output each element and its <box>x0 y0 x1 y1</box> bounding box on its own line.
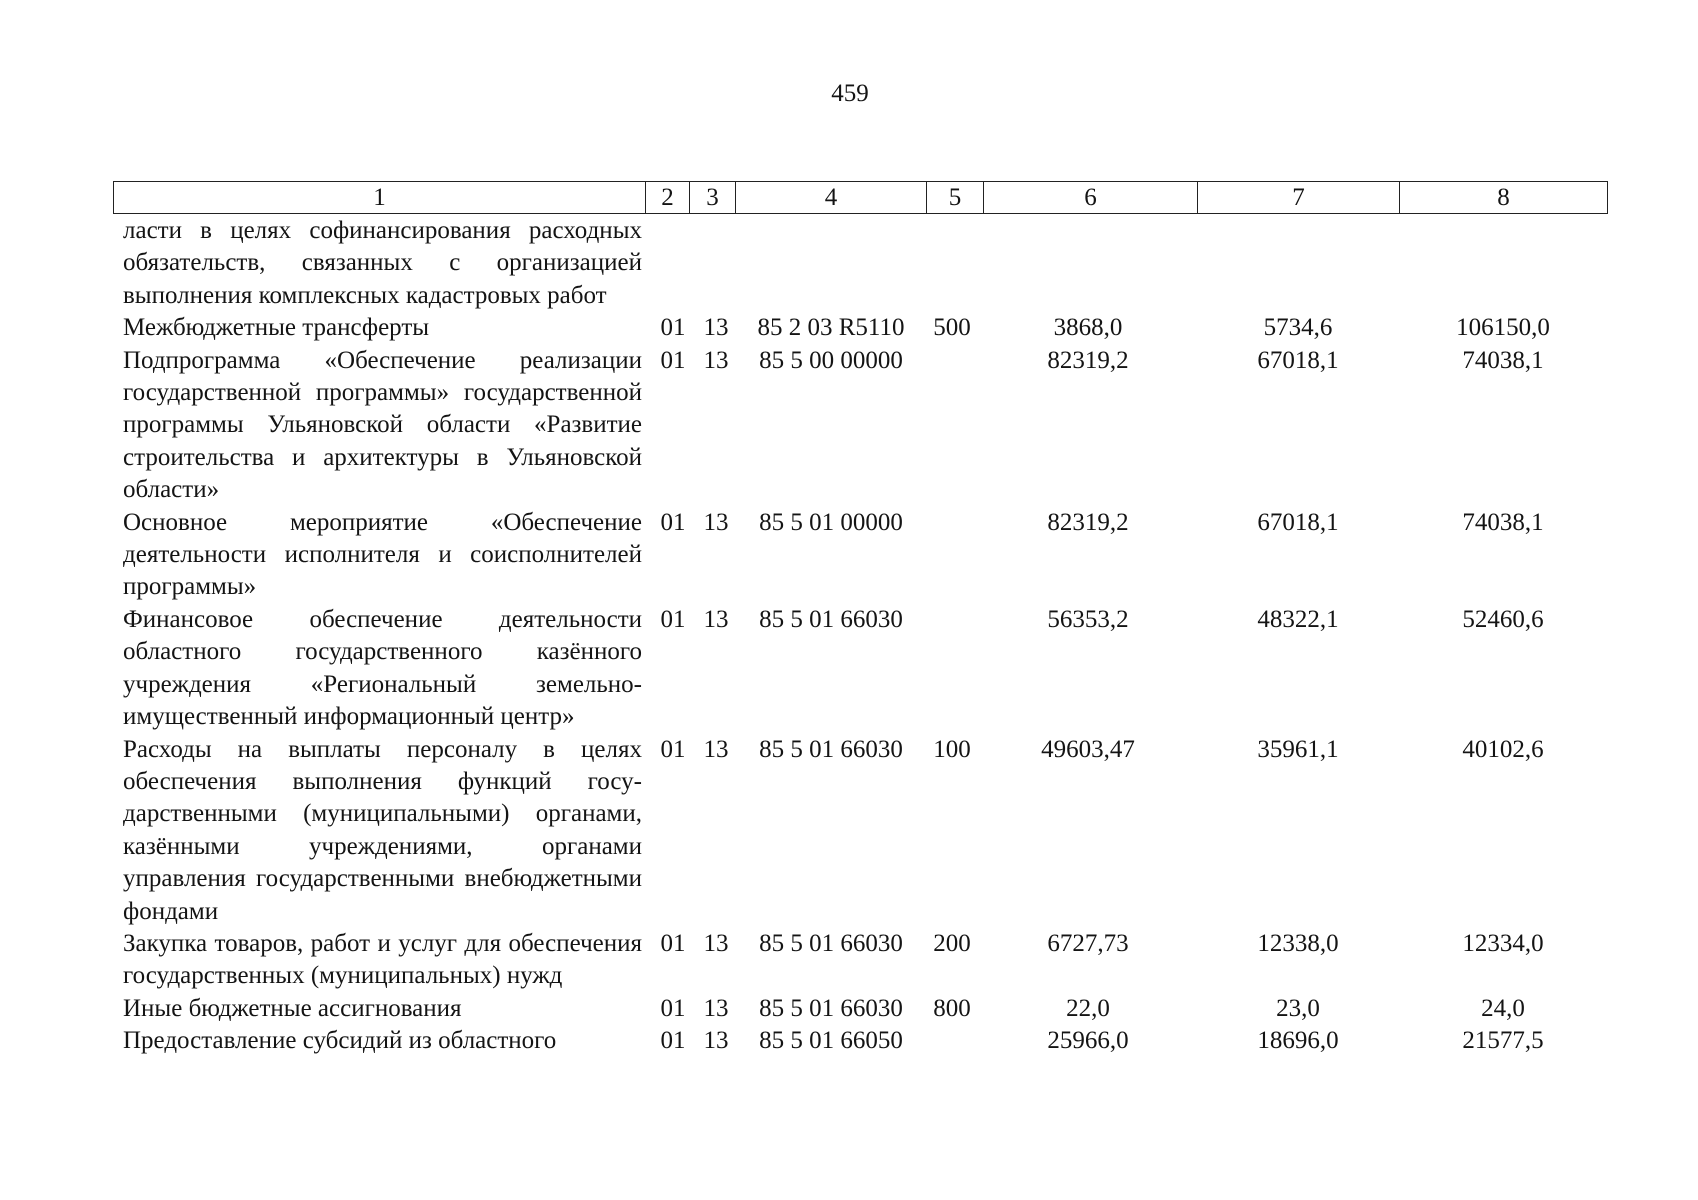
cell-expense-type <box>926 1025 978 1057</box>
table-row <box>123 928 1608 993</box>
cell-amount-col7 <box>1198 215 1398 312</box>
cell-section: 01 <box>660 1027 686 1055</box>
column-header-3: 3 <box>690 182 736 214</box>
row-label: Основное мероприятие «Обеспечение деятельности исполнителя и соисполнителей программы» <box>123 508 642 601</box>
column-header-1: 1 <box>114 182 646 214</box>
cell-section <box>650 215 696 312</box>
cell-section: 01 <box>660 735 686 763</box>
column-header-row <box>114 182 1608 214</box>
cell-amount-col7: 18696,0 <box>1257 1027 1339 1055</box>
cell-amount-col7: 48322,1 <box>1257 605 1339 633</box>
cell-amount-col8: 52460,6 <box>1462 605 1544 633</box>
cell-expense-type <box>926 215 978 312</box>
cell-amount-col6: 22,0 <box>1066 994 1110 1022</box>
column-header-2: 2 <box>646 182 690 214</box>
row-label: Подпрограмма «Обеспечение реализации государственной программы» государственной программы Ульяновской области «Развитие строительства и архитектуры в Ульяновской области» <box>123 346 642 504</box>
cell-target-article: 85 2 03 R5110 <box>757 314 905 342</box>
table-row <box>123 993 1608 1025</box>
row-label: Финансовое обеспечение деятельности областного государственного казённого учреждения «Региональный земельно-имущественный информационный центр» <box>123 605 642 731</box>
cell-amount-col8: 12334,0 <box>1462 929 1544 957</box>
cell-target-article: 85 5 01 66030 <box>759 994 903 1022</box>
cell-amount-col6: 82319,2 <box>1047 346 1129 374</box>
column-header-5: 5 <box>927 182 984 214</box>
cell-amount-col7: 67018,1 <box>1257 508 1339 536</box>
row-label: Закупка товаров, работ и услуг для обеспечения государственных (муниципальных) нужд <box>123 929 642 990</box>
cell-subsection: 13 <box>703 929 729 957</box>
column-header-8: 8 <box>1400 182 1608 214</box>
table-row <box>123 507 1608 604</box>
cell-amount-col8 <box>1398 215 1608 312</box>
row-label: ласти в целях софинансирования расходных обязательств, связанных с организацией выполнения комплексных кадастровых работ <box>123 217 642 309</box>
cell-amount-col7: 12338,0 <box>1257 929 1339 957</box>
cell-section: 01 <box>660 346 686 374</box>
cell-amount-col6: 6727,73 <box>1047 929 1129 957</box>
cell-amount-col8: 74038,1 <box>1462 346 1544 374</box>
cell-section: 01 <box>660 929 686 957</box>
cell-subsection: 13 <box>703 314 729 342</box>
cell-amount-col6: 3868,0 <box>1053 314 1123 342</box>
cell-section: 01 <box>660 994 686 1022</box>
table-row <box>123 604 1608 734</box>
cell-amount-col8: 40102,6 <box>1462 735 1544 763</box>
cell-amount-col7: 35961,1 <box>1257 735 1339 763</box>
cell-subsection: 13 <box>703 346 729 374</box>
cell-subsection: 13 <box>703 605 729 633</box>
cell-expense-type <box>926 345 978 507</box>
cell-amount-col6: 25966,0 <box>1047 1027 1129 1055</box>
table-row <box>123 1025 1608 1057</box>
cell-expense-type <box>926 604 978 734</box>
cell-target-article <box>736 215 926 312</box>
cell-target-article: 85 5 00 00000 <box>759 346 903 374</box>
cell-subsection <box>696 215 736 312</box>
row-label: Межбюджетные трансферты <box>123 314 430 342</box>
row-label: Предоставление субсидий из областного <box>123 1027 557 1055</box>
cell-expense-type: 100 <box>933 735 971 763</box>
cell-amount-col7: 5734,6 <box>1263 314 1333 342</box>
cell-amount-col8: 74038,1 <box>1462 508 1544 536</box>
cell-amount-col6: 82319,2 <box>1047 508 1129 536</box>
cell-section: 01 <box>660 605 686 633</box>
cell-amount-col8: 21577,5 <box>1462 1027 1544 1055</box>
column-header-6: 6 <box>984 182 1198 214</box>
cell-target-article: 85 5 01 66030 <box>759 735 903 763</box>
cell-target-article: 85 5 01 00000 <box>759 508 903 536</box>
row-label: Расходы на выплаты персоналу в целях обеспечения выполнения функций государственными (муниципальными) органами, казёнными учреждениями, органами управления государственными внебюджетными фондами <box>123 735 642 925</box>
cell-target-article: 85 5 01 66050 <box>759 1027 903 1055</box>
column-header-table <box>113 181 1608 214</box>
cell-amount-col8: 106150,0 <box>1456 314 1550 342</box>
column-header-7: 7 <box>1198 182 1400 214</box>
cell-amount-col6 <box>978 215 1198 312</box>
cell-subsection: 13 <box>703 735 729 763</box>
cell-subsection: 13 <box>703 1027 729 1055</box>
column-header-4: 4 <box>736 182 927 214</box>
table-row <box>123 215 1608 312</box>
cell-section: 01 <box>660 314 686 342</box>
table-row <box>123 734 1608 928</box>
cell-expense-type: 500 <box>933 314 971 342</box>
cell-amount-col6: 49603,47 <box>1041 735 1135 763</box>
cell-expense-type: 200 <box>933 929 971 957</box>
cell-amount-col8: 24,0 <box>1481 994 1525 1022</box>
row-label: Иные бюджетные ассигнования <box>123 994 462 1022</box>
cell-amount-col6: 56353,2 <box>1047 605 1129 633</box>
table-row <box>123 345 1608 507</box>
cell-amount-col7: 23,0 <box>1276 994 1320 1022</box>
cell-amount-col7: 67018,1 <box>1257 346 1339 374</box>
cell-subsection: 13 <box>703 994 729 1022</box>
cell-expense-type <box>926 507 978 604</box>
cell-expense-type: 800 <box>933 994 971 1022</box>
table-row <box>123 312 1608 344</box>
budget-table <box>123 215 1608 1058</box>
cell-target-article: 85 5 01 66030 <box>759 605 903 633</box>
cell-target-article: 85 5 01 66030 <box>759 929 903 957</box>
page-number: 459 <box>831 80 869 107</box>
cell-section: 01 <box>660 508 686 536</box>
cell-subsection: 13 <box>703 508 729 536</box>
